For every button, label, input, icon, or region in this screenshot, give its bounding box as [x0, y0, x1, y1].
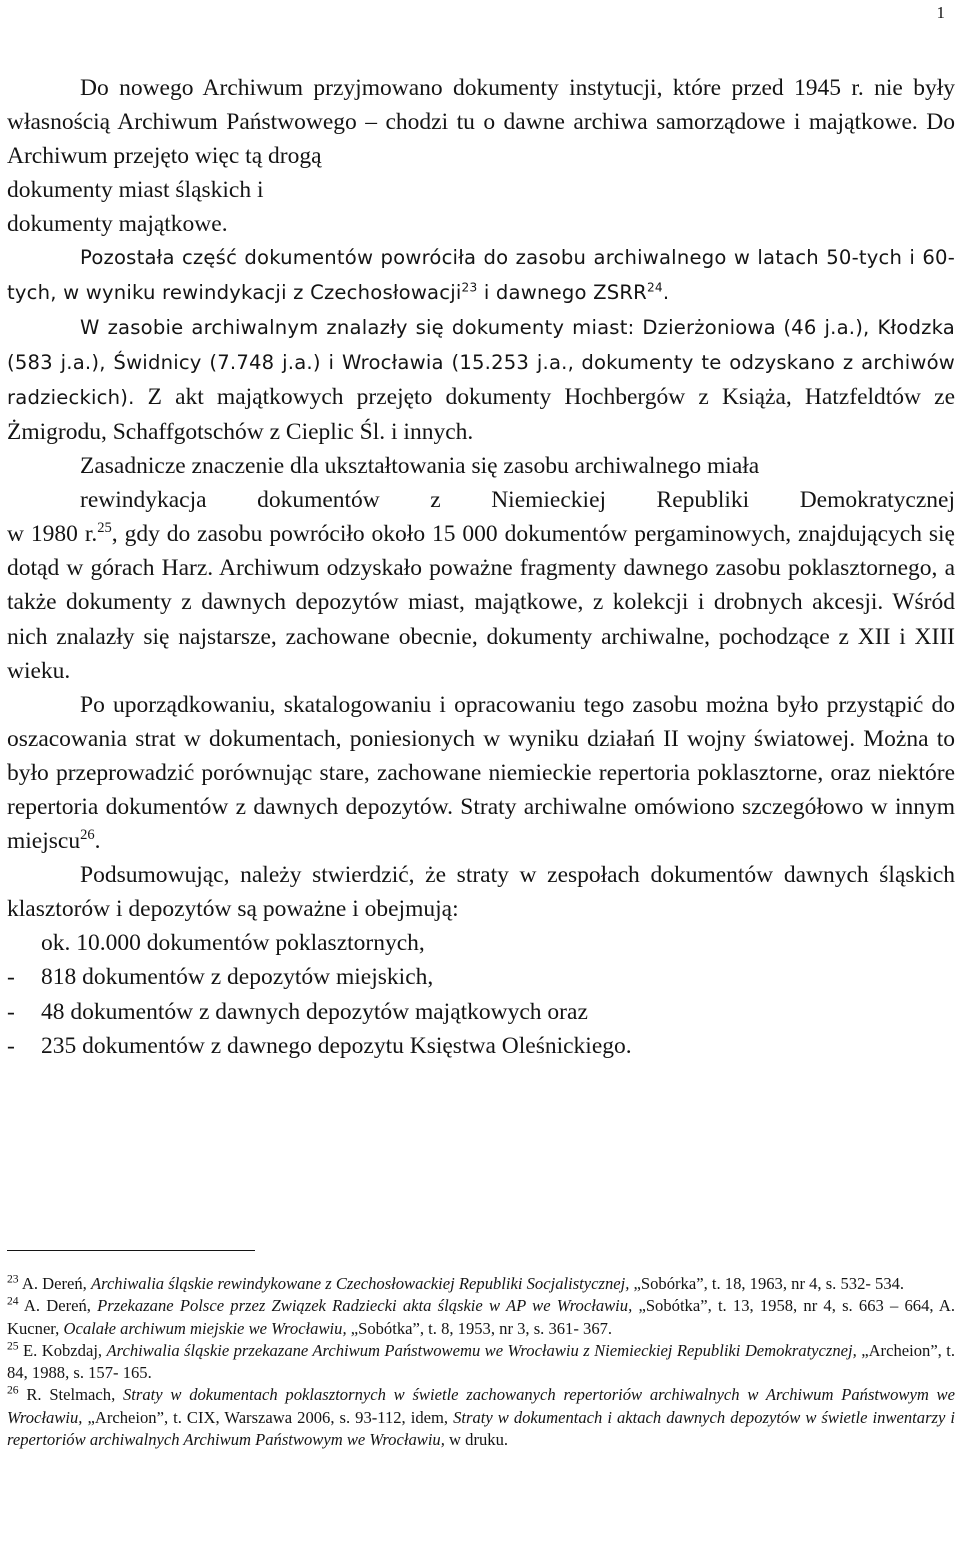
- text-line: w innym miejscu: [7, 793, 956, 855]
- footnote-title: Archiwalia śląskie przekazane Archiwum Państwowemu we Wrocławiu z Niemieckiej Republiki Demokratycznej,: [106, 1340, 857, 1360]
- text-line: z Cieplic Śl.: [269, 418, 386, 445]
- footnote-source: „Archeion”, t. 84, 1988, s. 157- 165.: [7, 1340, 955, 1383]
- footnote-title: Przekazane Polsce przez Związek Radziecki akta śląskie w AP we Wrocławiu,: [97, 1296, 633, 1316]
- text-line: W zasobie archiwalnym znalazły się dokumenty miast: Dzierżoniowa: [80, 315, 776, 339]
- text-line: i innych.: [385, 418, 474, 445]
- list-dash: -: [7, 964, 15, 991]
- list-item-text: 48 dokumentów z dawnych depozytów majątkowych oraz: [41, 998, 588, 1025]
- text-line: Pozostała część dokumentów powróciła do zasobu archiwalnego w latach: [80, 246, 819, 270]
- text-line: dokumenty majątkowe.: [7, 211, 228, 238]
- footnote-ref-24: 24: [647, 280, 663, 295]
- text-line: pergaminowych, znajdujących się dotąd w górach Harz.: [7, 521, 955, 582]
- text-line: dokumentów z dawnych depozytów. Straty archiwalne omówiono szczegółowo: [105, 793, 864, 820]
- text-line: dokumenty Hochbergów z Książa, Hatzfeldtów ze Żmigrodu, Schaffgotschów: [7, 383, 956, 445]
- footnote-source: „Sobótka”, t. 8, 1953, nr 3, s. 361- 367.: [346, 1318, 613, 1338]
- list-dash: -: [7, 1032, 15, 1059]
- paragraph-revindication-czechoslovakia: [7, 241, 955, 309]
- list-item: [7, 1029, 955, 1063]
- text-line: pochodzące z XII i XIII wieku.: [7, 623, 956, 684]
- footnote-24: [7, 1295, 955, 1340]
- footnote-source: „Sobórka”, t. 18, 1963, nr 4, s. 532- 534.: [629, 1274, 905, 1293]
- text-line: i dawnego: [477, 280, 587, 304]
- text-line: ZSRR: [593, 280, 647, 304]
- footnote-source: „Archeion”, t. CIX, Warszawa 2006, s. 93-112, idem,: [82, 1407, 454, 1427]
- footnote-23: [7, 1273, 955, 1295]
- text-line: Z akt majątkowych przejęto: [134, 383, 433, 410]
- list-item-text: 235 dokumentów z dawnego depozytu Księstwa Oleśnickiego.: [41, 1032, 632, 1059]
- text-line: Po uporządkowaniu, skatalogowaniu i opracowaniu tego zasobu można: [80, 691, 769, 718]
- footnote-author: A. Dereń,: [18, 1274, 91, 1293]
- text-line: Zasadnicze znaczenie dla ukształtowania się zasobu archiwalnego miała: [80, 453, 760, 480]
- footnote-author: R. Stelmach,: [18, 1385, 123, 1405]
- text-line: nich znalazły się najstarsze, zachowane obecnie, dokumenty archiwalne,: [7, 623, 711, 650]
- footnote-26: [7, 1384, 955, 1451]
- text-line: dokumenty te odzyskano z archiwów radzieckich).: [7, 350, 956, 409]
- text-line: Wśród: [883, 589, 956, 616]
- footnote-number: 26: [7, 1383, 19, 1397]
- footnote-25: [7, 1340, 955, 1385]
- footnote-author: A. Dereń,: [18, 1296, 98, 1316]
- text-line: rewindykacja dokumentów z Niemieckiej Republiki Demokratycznej: [80, 487, 955, 514]
- text-line: 50-tych i 60-tych, w wyniku rewindykacji z Czechosłowacji: [7, 246, 955, 304]
- footnote-separator: [7, 1250, 255, 1251]
- footnote-source: w druku.: [444, 1430, 509, 1450]
- footnote-title: Straty w dokumentach i aktach dawnych depozytów w świetle inwentarzy i repertoriów archiwalnych Archiwum Państwowym we Wrocławiu,: [7, 1407, 955, 1450]
- list-item-text: ok. 10.000 dokumentów poklasztornych,: [41, 930, 425, 957]
- list-item: [7, 960, 955, 994]
- text-line: , gdy do zasobu powróciło około 15 000 dokumentów: [111, 521, 628, 548]
- footnote-ref-25: 25: [97, 520, 112, 537]
- footnote-author: E. Kobzdaj,: [18, 1340, 107, 1360]
- footnote-title: Ocalałe archiwum miejskie we Wrocławiu,: [63, 1318, 347, 1338]
- text-line: zachowane niemieckie repertoria poklasztorne, oraz niektóre repertoria: [7, 759, 956, 820]
- text-line: .: [662, 280, 670, 304]
- footnote-source: „Sobótka”, t. 13, 1958, nr 4, s. 663 – 664, A. Kucner,: [7, 1296, 955, 1338]
- footnote-ref-23: 23: [461, 280, 478, 295]
- text-line: Do nowego Archiwum przyjmowano dokumenty instytucji, które przed: [80, 75, 784, 101]
- list-item: [7, 926, 955, 960]
- text-line: działań II wojny światowej. Można to było przeprowadzić porównując stare,: [7, 725, 955, 786]
- losses-list: [7, 926, 955, 1062]
- text-line: .: [94, 828, 101, 855]
- text-line: poważne fragmenty dawnego zasobu poklasztornego, a także dokumenty: [7, 555, 956, 616]
- footnote-ref-26: 26: [80, 827, 95, 844]
- paragraph-city-documents: [7, 310, 955, 449]
- footnote-number: 25: [7, 1339, 19, 1353]
- footnote-title: Archiwalia śląskie rewindykowane z Czechosłowackiej Republiki Socjalistycznej,: [90, 1274, 630, 1293]
- paragraph-losses-assessment: [7, 688, 955, 858]
- text-line: dawnych śląskich klasztorów i depozytów są poważne i obejmują:: [7, 862, 955, 923]
- page-number: 1: [936, 3, 945, 22]
- list-dash: -: [7, 998, 15, 1025]
- paragraph-summary: [7, 858, 955, 926]
- paragraph-revindication-gdr: [7, 449, 955, 688]
- footnote-number: 23: [7, 1272, 19, 1286]
- footnotes: [7, 1273, 955, 1451]
- text-line: archiwa samorządowe i majątkowe. Do Archiwum przejęto więc tą drogą: [7, 109, 955, 170]
- list-item-text: 818 dokumentów z depozytów miejskich,: [41, 964, 434, 991]
- text-line: w 1980 r.: [7, 521, 98, 548]
- text-line: 1945 r. nie były własnością Archiwum Państwowego – chodzi tu o dawne: [7, 75, 955, 136]
- text-line: dokumenty miast śląskich i: [7, 177, 264, 204]
- body-text: [7, 71, 955, 1063]
- text-line: z dawnych depozytów miast, majątkowe, z kolekcji i drobnych akcesji.: [181, 589, 884, 616]
- footnote-title: Straty w dokumentach poklasztornych w świetle zachowanych repertoriów archiwalnych w Archiwum Państwowym we Wrocławiu,: [7, 1385, 955, 1427]
- text-line: (46 j.a.), Kłodzka (583 j.a.), Świdnicy (7.748 j.a.) i Wrocławia (15.253 j.a.,: [7, 315, 956, 374]
- footnote-number: 24: [7, 1294, 19, 1308]
- text-line: było przystąpić do oszacowania strat w dokumentach, poniesionych w wyniku: [7, 691, 955, 752]
- text-line: Podsumowując, należy stwierdzić, że straty w zespołach dokumentów: [80, 862, 774, 889]
- text-line: Archiwum odzyskało: [213, 555, 422, 582]
- list-item: [7, 995, 955, 1029]
- paragraph-archive-intake: [7, 71, 955, 241]
